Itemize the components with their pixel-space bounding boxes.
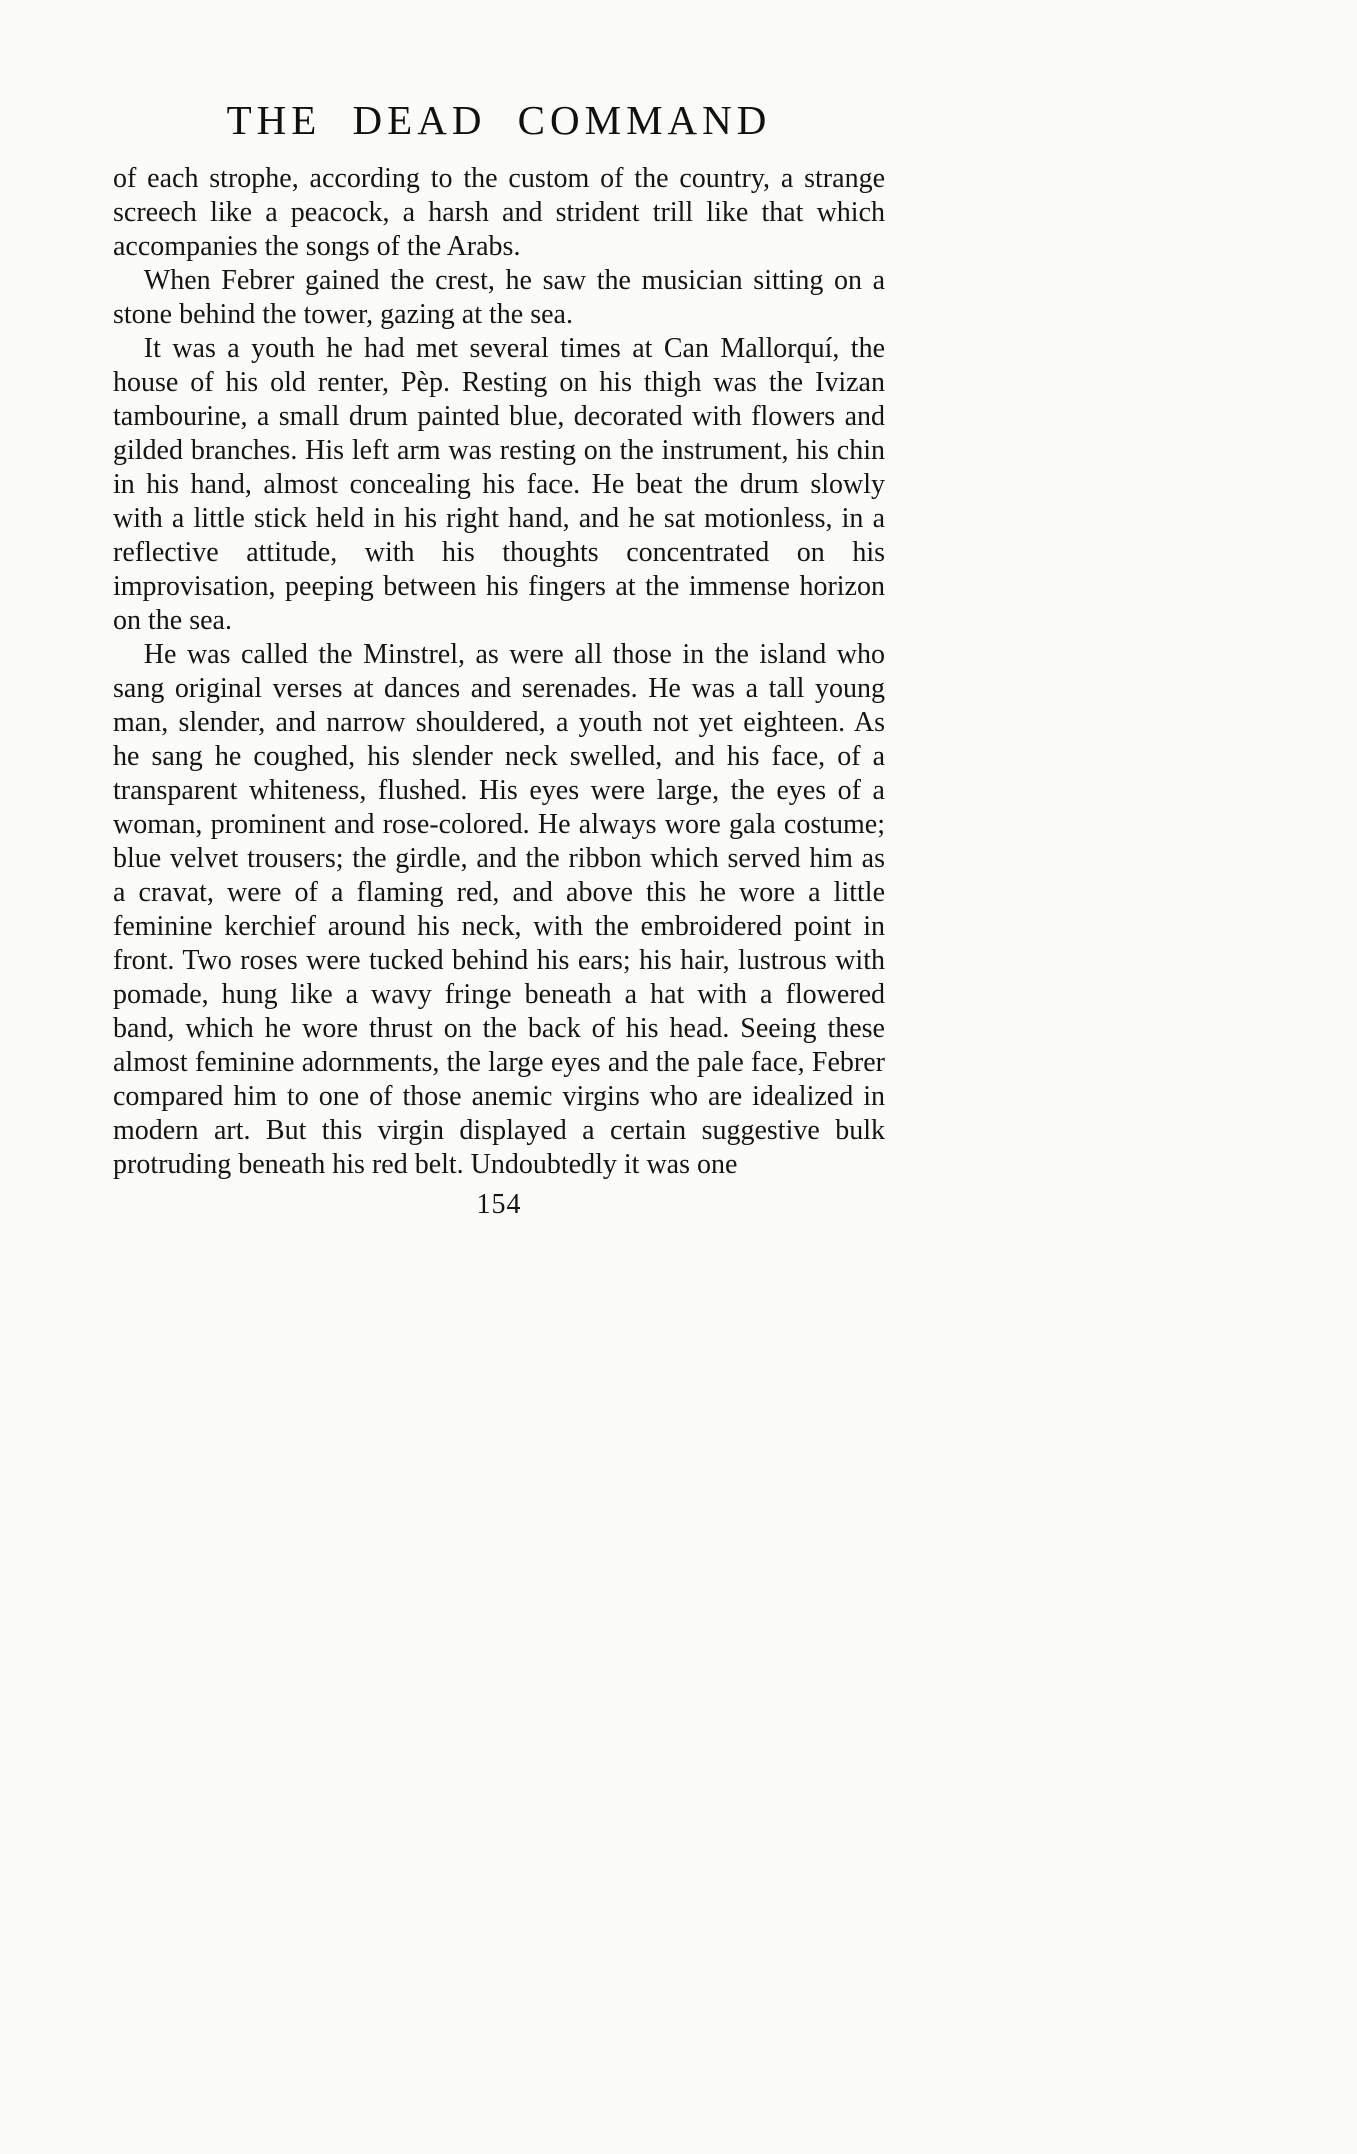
page-number: 154 xyxy=(476,1189,522,1220)
page-title: THE DEAD COMMAND xyxy=(226,97,772,143)
paragraph: It was a youth he had met several times at Can Mallorquí, the house of his old renter, Pèp. Resting on his thigh was the Ivizan tambourine, a small drum painted blue, decorated with flowers and gilded branches. His left arm was resting on the instrument, his chin in his hand, almost concealing his face. He beat the drum slowly with a little stick held in his right hand, and he sat motionless, in a reflective attitude, with his thoughts concentrated on his improvisation, peeping between his fingers at the immense horizon on the sea. xyxy=(113,333,885,636)
text-block xyxy=(113,162,885,1222)
paragraph: He was called the Minstrel, as were all those in the island who sang original verses at dances and serenades. He was a tall young man, slender, and narrow shouldered, a youth not yet eighteen. As he sang he coughed, his slender neck swelled, and his face, of a transparent whiteness, flushed. His eyes were large, the eyes of a woman, prominent and rose-colored. He always wore gala costume; blue velvet trousers; the girdle, and the ribbon which served him as a cravat, were of a flaming red, and above this he wore a little feminine kerchief around his neck, with the embroidered point in front. Two roses were tucked behind his ears; his hair, lustrous with pomade, hung like a wavy fringe beneath a hat with a flowered band, which he wore thrust on the back of his head. Seeing these almost feminine adornments, the large eyes and the pale face, Febrer compared him to one of those anemic virgins who are idealized in modern art. But this virgin displayed a certain suggestive bulk protruding beneath his red belt. Undoubtedly it was one xyxy=(113,639,885,1180)
paragraph: When Febrer gained the crest, he saw the musician sitting on a stone behind the tower, gazing at the sea. xyxy=(113,265,885,330)
paragraph: of each strophe, according to the custom of the country, a strange screech like a peacock, a harsh and strident trill like that which accompanies the songs of the Arabs. xyxy=(113,163,885,262)
